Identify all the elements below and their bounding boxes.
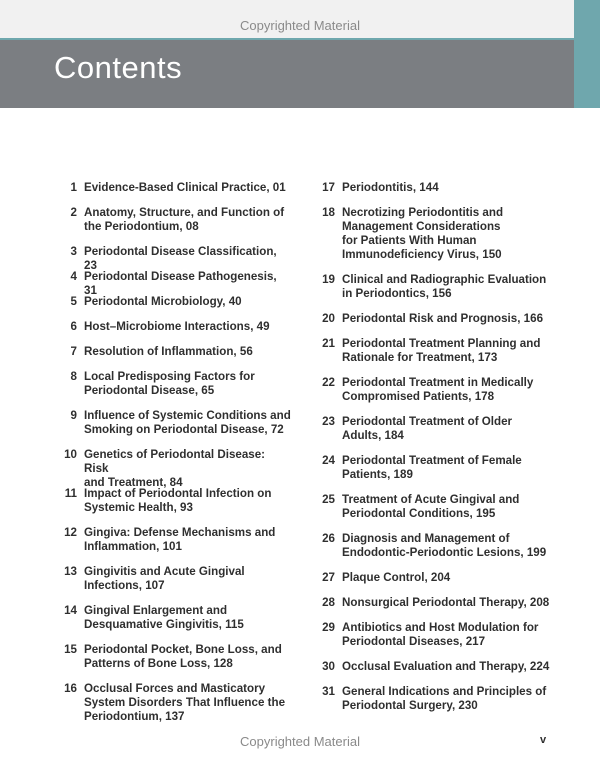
page-number: v — [540, 734, 547, 746]
chapter-number: 16 — [64, 682, 77, 695]
chapter-title-line: Resolution of Inflammation, 56 — [84, 345, 253, 358]
chapter-title — [342, 685, 550, 713]
chapter-number: 5 — [70, 295, 77, 308]
chapter-number: 12 — [64, 526, 77, 539]
toc-entry — [52, 320, 292, 334]
toc-entry — [310, 685, 550, 713]
chapter-title-line: the Periodontium, 08 — [84, 220, 199, 233]
chapter-title — [84, 604, 292, 632]
chapter-title-line: Gingiva: Defense Mechanisms and — [84, 526, 276, 539]
chapter-title — [342, 337, 550, 365]
chapter-title — [84, 448, 292, 490]
chapter-title — [342, 493, 550, 521]
chapter-title — [342, 273, 550, 301]
chapter-title-line: Periodontal Diseases, 217 — [342, 635, 486, 648]
chapter-number: 27 — [322, 571, 335, 584]
chapter-title-line: General Indications and Principles of — [342, 685, 547, 698]
toc-entry — [52, 448, 292, 490]
chapter-title-line: Systemic Health, 93 — [84, 501, 193, 514]
chapter-title-line: Gingival Enlargement and — [84, 604, 228, 617]
chapter-number: 30 — [322, 660, 335, 673]
chapter-number: 13 — [64, 565, 77, 578]
chapter-number: 20 — [322, 312, 335, 325]
toc-entry — [310, 532, 550, 560]
chapter-number: 28 — [322, 596, 335, 609]
chapter-title-line: Periodontal Disease Classification, 23 — [84, 245, 277, 272]
chapter-title-line: Patterns of Bone Loss, 128 — [84, 657, 233, 670]
chapter-title-line: Impact of Periodontal Infection on — [84, 487, 272, 500]
toc-entry — [52, 345, 292, 359]
chapter-title — [342, 376, 550, 404]
chapter-title-line: Periodontal Treatment of Female — [342, 454, 522, 467]
chapter-title — [342, 312, 550, 326]
chapter-title-line: for Patients With Human — [342, 234, 477, 247]
chapter-number: 9 — [70, 409, 77, 422]
toc-entry — [310, 273, 550, 301]
chapter-number: 19 — [322, 273, 335, 286]
chapter-title-line: Local Predisposing Factors for — [84, 370, 255, 383]
chapter-number: 2 — [70, 206, 77, 219]
chapter-number: 10 — [64, 448, 77, 461]
chapter-title-line: Periodontal Disease Pathogenesis, 31 — [84, 270, 277, 297]
chapter-title — [84, 370, 292, 398]
toc-entry — [52, 526, 292, 554]
chapter-title — [342, 454, 550, 482]
chapter-title-line: Patients, 189 — [342, 468, 413, 481]
watermark-top: Copyrighted Material — [240, 18, 360, 33]
chapter-title-line: Immunodeficiency Virus, 150 — [342, 248, 502, 261]
chapter-number: 6 — [70, 320, 77, 333]
chapter-title-line: Management Considerations — [342, 220, 501, 233]
chapter-title-line: Genetics of Periodontal Disease: Risk — [84, 448, 266, 475]
toc-entry — [310, 493, 550, 521]
chapter-number: 26 — [322, 532, 335, 545]
page-title: Contents — [54, 50, 183, 85]
chapter-title-line: Inflammation, 101 — [84, 540, 182, 553]
toc-entry — [52, 181, 292, 195]
chapter-title-line: Gingivitis and Acute Gingival — [84, 565, 245, 578]
toc-entry — [52, 487, 292, 515]
chapter-number: 3 — [70, 245, 77, 258]
chapter-title-line: Occlusal Forces and Masticatory — [84, 682, 266, 695]
chapter-title — [84, 565, 292, 593]
toc-entry — [310, 596, 550, 610]
chapter-title-line: Rationale for Treatment, 173 — [342, 351, 498, 364]
chapter-title-line: Periodontal Treatment Planning and — [342, 337, 541, 350]
chapter-title — [342, 621, 550, 649]
chapter-title-line: and Treatment, 84 — [84, 476, 183, 489]
chapter-number: 18 — [322, 206, 335, 219]
chapter-title-line: Periodontal Conditions, 195 — [342, 507, 496, 520]
chapter-title-line: Occlusal Evaluation and Therapy, 224 — [342, 660, 550, 673]
chapter-title-line: Periodontal Microbiology, 40 — [84, 295, 242, 308]
chapter-title-line: Endodontic-Periodontic Lesions, 199 — [342, 546, 547, 559]
chapter-title-line: Treatment of Acute Gingival and — [342, 493, 520, 506]
chapter-title — [84, 295, 292, 309]
chapter-title — [84, 487, 292, 515]
chapter-title-line: Smoking on Periodontal Disease, 72 — [84, 423, 284, 436]
chapter-title-line: Anatomy, Structure, and Function of — [84, 206, 285, 219]
chapter-title-line: Compromised Patients, 178 — [342, 390, 495, 403]
chapter-number: 7 — [70, 345, 77, 358]
chapter-title — [84, 245, 292, 273]
chapter-title-line: Diagnosis and Management of — [342, 532, 510, 545]
toc-entry — [52, 604, 292, 632]
chapter-title-line: Host–Microbiome Interactions, 49 — [84, 320, 270, 333]
chapter-title — [342, 571, 550, 585]
toc-entry — [310, 571, 550, 585]
chapter-title — [342, 596, 550, 610]
toc-entry — [310, 660, 550, 674]
chapter-title-line: Desquamative Gingivitis, 115 — [84, 618, 244, 631]
toc-entry — [310, 621, 550, 649]
chapter-number: 22 — [322, 376, 335, 389]
chapter-title — [342, 532, 550, 560]
chapter-title — [84, 409, 292, 437]
toc-entry — [310, 454, 550, 482]
chapter-title-line: Antibiotics and Host Modulation for — [342, 621, 539, 634]
chapter-title-line: Periodontium, 137 — [84, 710, 185, 723]
chapter-title-line: Periodontitis, 144 — [342, 181, 439, 194]
chapter-title-line: Periodontal Risk and Prognosis, 166 — [342, 312, 544, 325]
chapter-title — [342, 206, 550, 262]
chapter-title — [342, 660, 550, 674]
toc-entry — [52, 409, 292, 437]
chapter-title-line: Periodontal Surgery, 230 — [342, 699, 478, 712]
chapter-number: 31 — [322, 685, 335, 698]
chapter-number: 25 — [322, 493, 335, 506]
chapter-number: 4 — [70, 270, 77, 283]
chapter-number: 11 — [64, 487, 77, 500]
chapter-title-line: Plaque Control, 204 — [342, 571, 451, 584]
chapter-title-line: Infections, 107 — [84, 579, 165, 592]
chapter-number: 21 — [322, 337, 335, 350]
toc-entry — [310, 206, 550, 262]
chapter-title-line: Periodontal Treatment of Older — [342, 415, 513, 428]
chapter-title-line: System Disorders That Influence the — [84, 696, 286, 709]
toc-entry — [52, 370, 292, 398]
toc-entry — [52, 270, 292, 298]
toc-entry — [52, 245, 292, 273]
chapter-number: 15 — [64, 643, 77, 656]
chapter-title — [84, 682, 292, 724]
chapter-title-line: Influence of Systemic Conditions and — [84, 409, 291, 422]
chapter-number: 23 — [322, 415, 335, 428]
toc-entry — [310, 312, 550, 326]
chapter-title-line: Nonsurgical Periodontal Therapy, 208 — [342, 596, 550, 609]
chapter-title — [84, 206, 292, 234]
toc-entry — [52, 643, 292, 671]
edge-tab — [574, 0, 600, 108]
chapter-number: 14 — [64, 604, 77, 617]
chapter-number: 1 — [70, 181, 77, 194]
toc-entry — [52, 682, 292, 724]
chapter-title-line: Evidence-Based Clinical Practice, 01 — [84, 181, 286, 194]
chapter-number: 24 — [322, 454, 335, 467]
chapter-title — [84, 270, 292, 298]
chapter-number: 17 — [322, 181, 335, 194]
chapter-number: 29 — [322, 621, 335, 634]
toc-entry — [52, 565, 292, 593]
chapter-title-line: Adults, 184 — [342, 429, 404, 442]
chapter-title-line: in Periodontics, 156 — [342, 287, 452, 300]
chapter-title-line: Clinical and Radiographic Evaluation — [342, 273, 547, 286]
chapter-number: 8 — [70, 370, 77, 383]
chapter-title-line: Periodontal Disease, 65 — [84, 384, 215, 397]
toc-entry — [310, 415, 550, 443]
chapter-title-line: Periodontal Treatment in Medically — [342, 376, 534, 389]
chapter-title — [84, 320, 292, 334]
chapter-title-line: Periodontal Pocket, Bone Loss, and — [84, 643, 282, 656]
chapter-title — [84, 181, 292, 195]
toc-entry — [310, 376, 550, 404]
toc-entry — [52, 206, 292, 234]
chapter-title — [84, 526, 292, 554]
chapter-title — [84, 643, 292, 671]
chapter-title — [342, 181, 550, 195]
chapter-title-line: Necrotizing Periodontitis and — [342, 206, 504, 219]
toc-entry — [52, 295, 292, 309]
chapter-title — [342, 415, 550, 443]
toc-entry — [310, 337, 550, 365]
watermark-bottom: Copyrighted Material — [240, 734, 360, 749]
toc-entry — [310, 181, 550, 195]
chapter-title — [84, 345, 292, 359]
